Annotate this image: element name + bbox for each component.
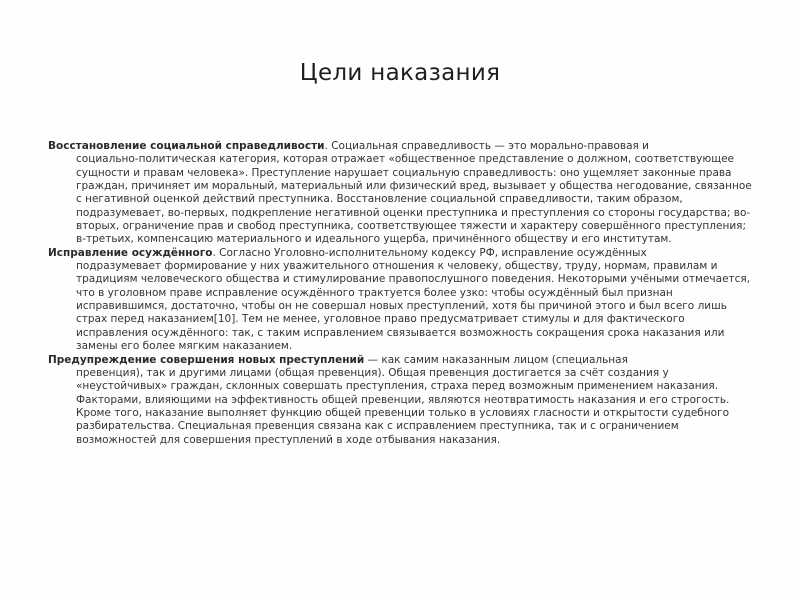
paragraph-crime-prevention — [48, 354, 758, 447]
paragraph-text: подразумевает формирование у них уважительного отношения к человеку, обществу, труду, нормам, правилам и традициям человеческого общества и стимулирование правопослушного поведения. Некоторыми учёными отмечается, что в уголовном праве исправление осуждённого трактуется более узко: чтобы осуждённый был признан исправившимся, достаточно, чтобы он не совершал новых преступлений, хотя бы причиной этого и был всего лишь страх перед наказанием[10]. Тем не менее, уголовное право предусматривает стимулы и для фактического исправления осуждённого: так, с таким исправлением связывается возможность сокращения срока наказания или замены его более мягким наказанием. — [76, 260, 751, 353]
paragraph-heading: Исправление осуждённого — [48, 246, 213, 259]
paragraph-text: превенция), так и другими лицами (общая превенция). Общая превенция достигается за счёт создания у «неустойчивых» граждан, склонных совершать преступления, страха перед возможным применением наказания. Факторами, влияющими на эффективность общей превенции, являются неотвратимость наказания и его строгость. Кроме того, наказание выполняет функцию общей превенции только в условиях гласности и открытости судебного разбирательства. Специальная превенция связана как с исправлением преступника, так и с ограничением возможностей для совершения преступлений в ходе отбывания наказания. — [76, 366, 730, 446]
slide-body — [48, 140, 758, 447]
paragraph-first-line: — как самим наказанным лицом (специальная — [364, 353, 628, 366]
paragraph-restoration-of-justice — [48, 140, 758, 247]
paragraph-heading: Восстановление социальной справедливости — [48, 140, 325, 152]
paragraph-text: социально-политическая категория, которая отражает «общественное представление о должном, соответствующее сущности и правам человека». Преступление нарушает социальную справедливость: оно ущемляет законные права граждан, причиняет им моральный, материальный или физический вред, вызывает у общества негодование, связанное с негативной оценкой действий преступника. Восстановление социальной справедливости, таким образом, подразумевает, во-первых, подкрепление негативной оценки преступника и преступления со стороны государства; во-вторых, ограничение прав и свобод преступника, соответствующее тяжести и характеру совершённого преступления; в-третьих, компенсацию материального и идеального ущерба, причинённого обществу и его институтам. — [76, 153, 752, 246]
paragraph-correction-of-convict — [48, 247, 758, 354]
paragraph-heading: Предупреждение совершения новых преступлений — [48, 353, 365, 366]
paragraph-first-line: . Согласно Уголовно-исполнительному кодексу РФ, исправление осуждённых — [212, 246, 647, 259]
slide-title: Цели наказания — [299, 60, 501, 86]
paragraph-first-line: . Социальная справедливость — это морально-правовая и — [324, 140, 650, 152]
